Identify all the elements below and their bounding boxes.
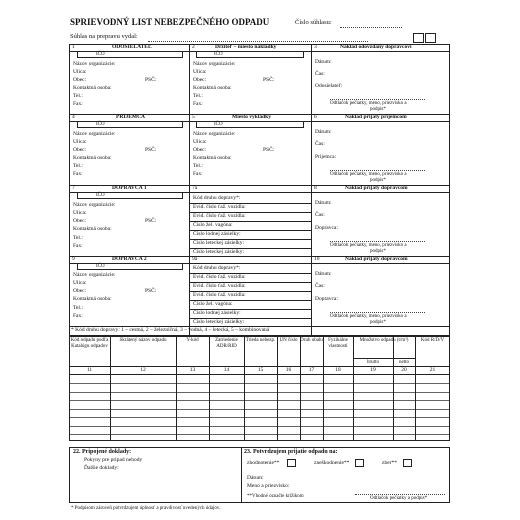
s9-name-label: Názov organizácie:	[73, 272, 116, 278]
table-header-7: Druh obalu	[300, 338, 323, 343]
section-8-number: 8	[314, 185, 317, 191]
s9-city-label: Obec:	[73, 288, 87, 294]
s9-tel-label: Tel.:	[73, 305, 83, 311]
table-col-number: 13	[189, 367, 196, 373]
section-1-number: 1	[72, 44, 75, 50]
s2-street-label: Ulica:	[193, 69, 207, 75]
s7-fax-label: Fax:	[73, 243, 83, 249]
s6-time-label: Čas:	[315, 141, 325, 147]
s8-carrier-label: Dopravca:	[315, 225, 338, 231]
section-9-title: DOPRAVCA 2	[112, 256, 147, 262]
s4-psc-label: PSČ:	[145, 147, 157, 153]
table-col-number: 19	[370, 367, 376, 373]
s7-tel-label: Tel.:	[73, 235, 83, 241]
consent-number-field[interactable]	[340, 27, 402, 28]
table-row[interactable]	[69, 409, 450, 410]
section-6-number: 6	[314, 114, 317, 120]
s1-psc-label: PSČ:	[145, 77, 157, 83]
s3-sig-caption-2: podpis*	[370, 107, 386, 112]
option-recovery-label: zhodnotenie**	[247, 460, 280, 466]
s6-signature-line[interactable]	[330, 170, 425, 171]
table-row[interactable]	[69, 400, 450, 401]
s7a-vehicle2-label: Evid. číslo ťaž. vozidla:	[193, 213, 246, 219]
s7a-vehicle1-label: Evid. číslo ťaž. vozidla:	[193, 204, 246, 210]
s5-city-label: Obec:	[193, 147, 207, 153]
s6-receiver-label: Prijemca:	[315, 154, 337, 160]
s2-contact-label: Kontaktná osoba:	[193, 85, 232, 91]
section-5-title: Miesto vykládky	[232, 114, 271, 120]
s8-sig-caption-2: podpis*	[370, 249, 386, 254]
table-row[interactable]	[69, 426, 450, 427]
option-disposal-label: zneškodnenie**	[314, 460, 350, 466]
s5-name-label: Názov organizácie:	[193, 131, 236, 137]
s9a-vehicle2-label: Evid. číslo ťaž. vozidla:	[193, 283, 246, 289]
s1-contact-label: Kontaktná osoba:	[73, 85, 112, 91]
ico-label-2: IČO	[214, 52, 223, 57]
s9a-wagon-label: Číslo žel. vagóna:	[193, 301, 233, 307]
s23-signature-line[interactable]	[355, 494, 445, 495]
table-subheader-2: netto	[399, 360, 409, 365]
s1-city-label: Obec:	[73, 77, 87, 83]
section-10-title: Náklad prijatý dopravcom	[345, 256, 408, 262]
s7-street-label: Ulica:	[73, 210, 87, 216]
s1-name-label: Názov organizácie:	[73, 61, 116, 67]
s3-sender-label: Odosielateľ:	[315, 83, 343, 89]
s1-tel-label: Tel.:	[73, 93, 83, 99]
s6-sig-caption: Odtlačok pečiatky, meno, priezvisko a	[330, 172, 407, 177]
table-col-number: 11	[86, 367, 93, 373]
ico-box-1[interactable]	[77, 51, 183, 58]
s9-fax-label: Fax:	[73, 313, 83, 319]
s7-name-label: Názov organizácie:	[73, 202, 116, 208]
s3-date-label: Dátum:	[315, 59, 332, 65]
s7a-air-label-2: Číslo leteckej zásielky:	[193, 249, 245, 255]
footer-note: * Podpisom zároveň potvrdzujem úplnosť a pravdivosť uvedených údajov.	[71, 506, 221, 511]
checkbox-b[interactable]	[425, 33, 436, 43]
s2-city-label: Obec:	[193, 77, 207, 83]
section-2-number: 2	[192, 44, 195, 50]
section-10-number: 10	[314, 256, 320, 262]
section-7-title: DOPRAVCA 1	[112, 185, 147, 191]
section-6-title: Náklad prijatý príjemcom	[345, 114, 407, 120]
section-23-title: 23. Potvrdzujem prijatie odpadu na:	[244, 449, 338, 455]
s10-time-label: Čas:	[315, 283, 325, 289]
table-row[interactable]	[69, 383, 450, 384]
s4-city-label: Obec:	[73, 147, 87, 153]
s4-contact-label: Kontaktná osoba:	[73, 155, 112, 161]
table-col-number: 12	[140, 367, 146, 373]
s4-fax-label: Fax:	[73, 171, 83, 177]
s2-fax-label: Fax:	[193, 101, 203, 107]
s10-sig-caption-2: podpis*	[370, 320, 386, 325]
section-22-title: 22. Pripojené doklady:	[73, 449, 132, 455]
s8-date-label: Dátum:	[315, 200, 332, 206]
s5-contact-label: Kontaktná osoba:	[193, 155, 232, 161]
form-title: SPRIEVODNÝ LIST NEBEZPEČNÉHO ODPADU	[70, 17, 270, 27]
s10-date-label: Dátum:	[315, 271, 332, 277]
s3-signature-line[interactable]	[330, 99, 425, 100]
s2-psc-label: PSČ:	[263, 77, 275, 83]
s4-name-label: Názov organizácie:	[73, 131, 116, 137]
ico-label-9: IČO	[96, 264, 105, 269]
table-header-2: Skrátený názov odpadu	[119, 338, 167, 343]
s5-psc-label: PSČ:	[263, 147, 275, 153]
s9-psc-label: PSČ:	[145, 288, 157, 294]
s5-fax-label: Fax:	[193, 171, 203, 177]
s7a-wagon-label: Číslo žel. vagóna:	[193, 222, 233, 228]
s6-sig-caption-2: podpis*	[370, 178, 386, 183]
ico-box-2[interactable]	[196, 51, 304, 58]
ico-box-9[interactable]	[77, 263, 183, 270]
table-col-number: 17	[308, 367, 315, 373]
option-disposal-checkbox[interactable]	[355, 459, 364, 467]
s10-carrier-label: Dopravca:	[315, 296, 338, 302]
table-header-6: UN číslo	[279, 338, 298, 343]
table-col-number: 20	[401, 367, 407, 373]
s9-contact-label: Kontaktná osoba:	[73, 296, 112, 302]
section-5-number: 5	[192, 114, 195, 120]
s9a-air-label: Číslo leteckej zásielky:	[193, 319, 245, 325]
s5-tel-label: Tel.:	[193, 163, 203, 169]
s23-sig-caption: Odtlačok pečiatky a podpis*	[370, 496, 428, 501]
table-header-5: Trieda nebezp.	[245, 338, 276, 343]
s1-fax-label: Fax:	[73, 101, 83, 107]
table-col-number: 15	[257, 367, 264, 373]
s10-signature-line[interactable]	[330, 312, 425, 313]
s7a-kind-label: Kód druhu dopravy*:	[193, 195, 241, 201]
s7-city-label: Obec:	[73, 218, 87, 224]
table-col-number: 14	[223, 367, 230, 373]
section-22-line2: Ďalšie doklady:	[84, 465, 119, 471]
section-1-title: ODOSIELATEĽ	[112, 44, 152, 50]
s23-name-label: Meno a priezvisko:	[247, 483, 290, 489]
section-9-number: 9	[72, 256, 75, 262]
section-7-number: 7	[72, 185, 75, 191]
option-collection-label: zber**	[382, 460, 397, 466]
section-4-number: 4	[72, 114, 75, 120]
table-header-8: Fyzikálne vlastnosti	[328, 338, 348, 349]
checkbox-a[interactable]	[413, 33, 424, 43]
s8-sig-caption: Odtlačok pečiatky, meno, priezvisko a	[330, 243, 407, 248]
option-recovery-checkbox[interactable]	[287, 459, 296, 467]
s10-sig-caption: Odtlačok pečiatky, meno, priezvisko a	[330, 314, 407, 319]
table-col-number: 21	[429, 367, 436, 373]
s8-signature-line[interactable]	[330, 241, 425, 242]
section-3-title: Náklad odovzdaný dopravcovi	[340, 44, 412, 50]
table-col-number: 18	[335, 367, 341, 373]
ico-label-1: IČO	[96, 52, 105, 57]
transport-note: * Kód druhu dopravy: 1 – cestná, 2 – železničná, 3 – vodná, 4 – letecká, 5 – kombinovaná	[71, 327, 270, 333]
section-8-title: Náklad prijatý dopravcom	[345, 185, 408, 191]
table-header-1: Kód odpadu podľa Katalógu odpadov	[70, 338, 109, 349]
s7-contact-label: Kontaktná osoba:	[73, 226, 112, 232]
s7a-ship-label: Číslo lodnej zásielky:	[193, 231, 241, 237]
section-2-title: Držiteľ – miesto nakládky	[215, 44, 277, 50]
s1-street-label: Ulica:	[73, 69, 87, 75]
table-header-4: Zatriedenie ADR/RID	[215, 338, 238, 349]
s6-date-label: Dátum:	[315, 129, 332, 135]
s7-psc-label: PSČ:	[145, 218, 157, 224]
option-collection-checkbox[interactable]	[403, 459, 412, 467]
s9a-vehicle1-label: Evid. číslo ťaž. vozidla:	[193, 274, 246, 280]
section-7a-number: 7a	[192, 185, 198, 191]
consent-issued-field[interactable]	[148, 41, 368, 42]
s23-note: **Vhodné označte krížikom	[247, 494, 304, 499]
s3-time-label: Čas:	[315, 71, 325, 77]
ico-box-7[interactable]	[77, 192, 183, 199]
table-subheader-1: brutto	[367, 360, 379, 365]
s3-sig-caption: Odtlačok pečiatky, meno, priezvisko a	[330, 101, 407, 106]
section-3-number: 3	[314, 44, 317, 50]
consent-number-label: Číslo súhlasu:	[295, 19, 332, 26]
ico-label-4: IČO	[96, 122, 105, 127]
table-header-9: Množstvo odpadu (t/m³)	[359, 338, 409, 343]
table-row[interactable]	[69, 434, 450, 435]
s2-tel-label: Tel.:	[193, 93, 203, 99]
s9a-ship-label: Číslo lodnej zásielky:	[193, 310, 241, 316]
ico-label-5: IČO	[214, 122, 223, 127]
consent-issued-label: Súhlas na prepravu vydal:	[70, 33, 138, 40]
s9a-vehicle3-label: Evid. číslo ťaž. vozidla:	[193, 292, 246, 298]
ico-box-5[interactable]	[196, 121, 304, 128]
ico-label-7: IČO	[96, 193, 105, 198]
s2-name-label: Názov organizácie:	[193, 61, 236, 67]
section-9a-number: 9a	[192, 256, 198, 262]
s5-street-label: Ulica:	[193, 139, 207, 145]
table-row[interactable]	[69, 392, 450, 393]
s9a-kind-label: Kód druhu dopravy*:	[193, 265, 241, 271]
s7a-air-label: Číslo leteckej zásielky:	[193, 240, 245, 246]
table-header-11: Kód R/D/V	[420, 338, 445, 343]
table-row[interactable]	[69, 417, 450, 418]
section-4-title: PRIJEMCA	[116, 114, 146, 120]
section-22-line1: Pokyny pre prípad nehody	[84, 457, 143, 463]
s4-street-label: Ulica:	[73, 139, 87, 145]
table-col-number: 16	[285, 367, 292, 373]
ico-box-4[interactable]	[77, 121, 183, 128]
s8-time-label: Čas:	[315, 212, 325, 218]
table-header-3: Y-kód	[186, 338, 199, 343]
s4-tel-label: Tel.:	[73, 163, 83, 169]
s9-street-label: Ulica:	[73, 280, 87, 286]
s23-date-label: Dátum:	[247, 475, 264, 481]
